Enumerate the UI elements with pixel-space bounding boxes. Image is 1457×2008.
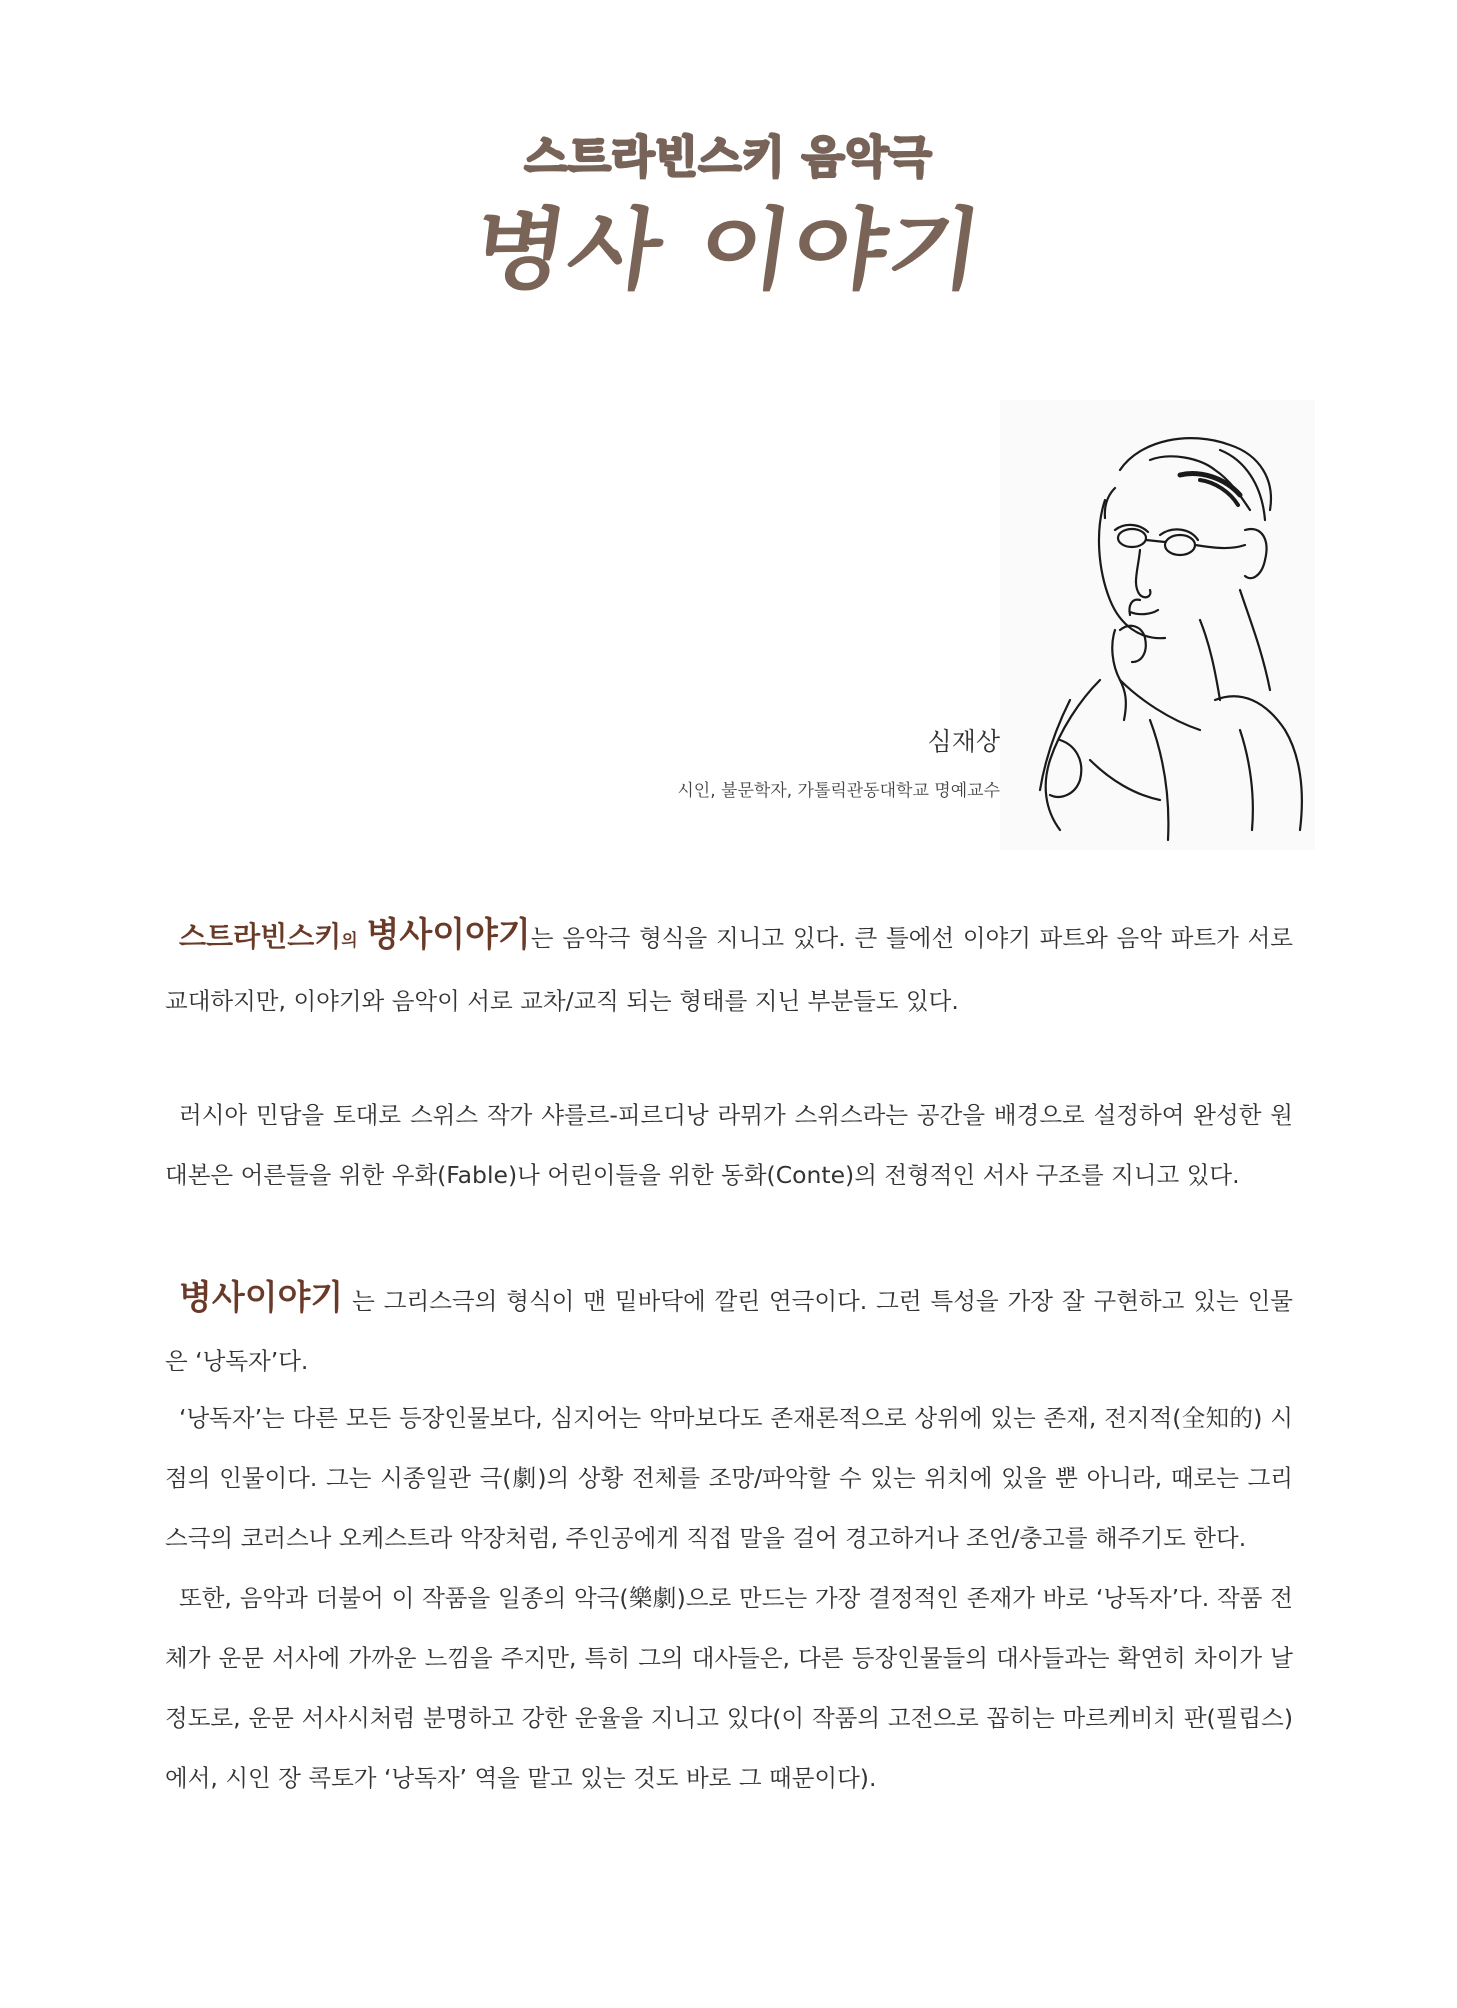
title-block [0, 128, 1457, 310]
paragraph-2-text: 러시아 민담을 토대로 스위스 작가 샤를르-피르디낭 라뮈가 스위스라는 공간을 배경으로 설정하여 완성한 원 대본은 어른들을 위한 우화(Fable)나 어린이들을 위한 동화(Conte)의 전형적인 서사 구조를 지니고 있다. [165, 1101, 1293, 1189]
paragraph-4 [165, 1388, 1293, 1568]
composer-keyword: 스트라빈스키 [179, 920, 342, 953]
paragraph-3 [165, 1268, 1293, 1391]
work-keyword-2: 병사이야기 [179, 1278, 344, 1318]
page-title: 병사 이야기 [466, 198, 991, 302]
keyword-particle: 의 [341, 931, 358, 951]
author-description: 시인, 불문학자, 가톨릭관동대학교 명예교수 [677, 781, 1000, 801]
subtitle: 스트라빈스키 음악극 [524, 132, 933, 183]
portrait-drawing [1000, 400, 1315, 850]
paragraph-3-text: 는 그리스극의 형식이 맨 밑바닥에 깔린 연극이다. 그런 특성을 가장 잘 구현하고 있는 인물은 ‘낭독자’다. [165, 1287, 1293, 1375]
paragraph-5 [165, 1568, 1293, 1808]
sketch-portrait-icon [1000, 400, 1315, 850]
paragraph-5-text: 또한, 음악과 더불어 이 작품을 일종의 악극(樂劇)으로 만드는 가장 결정적인 존재가 바로 ‘낭독자’다. 작품 전체가 운문 서사에 가까운 느낌을 주지만, 특히 그의 대사들은, 다른 등장인물들의 대사들과는 확연히 차이가 날 정도로, 운문 서사시처럼 분명하고 강한 운율을 지니고 있다(이 작품의 고전으로 꼽히는 마르케비치 판(필립스)에서, 시인 장 콕토가 ‘낭독자’ 역을 맡고 있는 것도 바로 그 때문이다). [165, 1584, 1293, 1792]
paragraph-2 [165, 1085, 1293, 1205]
paragraph-1 [165, 905, 1293, 1031]
paragraph-4-text: ‘낭독자’는 다른 모든 등장인물보다, 심지어는 악마보다도 존재론적으로 상위에 있는 존재, 전지적(全知的) 시점의 인물이다. 그는 시종일관 극(劇)의 상황 전체를 조망/파악할 수 있는 위치에 있을 뿐 아니라, 때로는 그리스극의 코러스나 오케스트라 악장처럼, 주인공에게 직접 말을 걸어 경고하거나 조언/충고를 해주기도 한다. [165, 1404, 1293, 1552]
author-name: 심재상 [927, 727, 1000, 756]
paragraph-1-text: 는 음악극 형식을 지니고 있다. 큰 틀에선 이야기 파트와 음악 파트가 서로 교대하지만, 이야기와 음악이 서로 교차/교직 되는 형태를 지닌 부분들도 있다. [165, 924, 1293, 1015]
work-keyword: 병사이야기 [366, 915, 531, 955]
